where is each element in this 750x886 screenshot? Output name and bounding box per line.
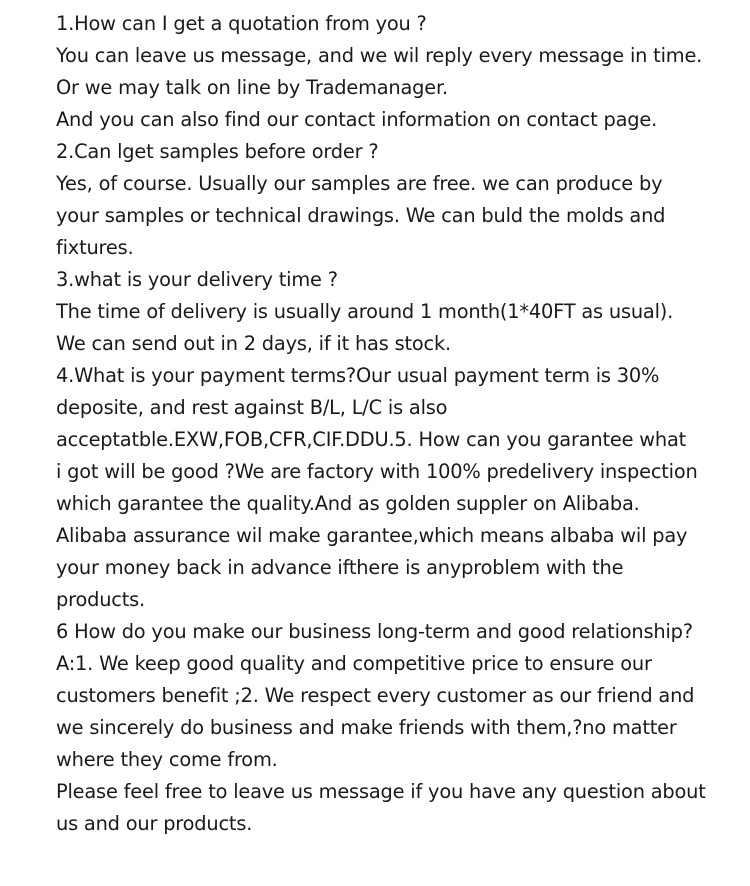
faq-text-block xyxy=(56,8,750,840)
faq-answer-line: i got will be good ?We are factory with 100% predelivery inspection xyxy=(56,460,698,483)
faq-answer-line: You can leave us message, and we wil reply every message in time. xyxy=(56,44,703,67)
faq-answer-line: Or we may talk on line by Trademanager. xyxy=(56,76,448,99)
faq-answer-line: which garantee the quality.And as golden suppler on Alibaba. xyxy=(56,492,640,515)
faq-question-4: 4.What is your payment terms?Our usual payment term is 30% xyxy=(56,364,660,387)
faq-answer-line: We can send out in 2 days, if it has stock. xyxy=(56,332,451,355)
faq-question-3: 3.what is your delivery time ? xyxy=(56,268,338,291)
faq-answer-line: products. xyxy=(56,588,145,611)
faq-question-1: 1.How can I get a quotation from you ? xyxy=(56,12,427,35)
faq-answer-line: And you can also find our contact information on contact page. xyxy=(56,108,658,131)
faq-answer-line: we sincerely do business and make friends with them,?no matter xyxy=(56,716,677,739)
faq-answer-line: The time of delivery is usually around 1 month(1*40FT as usual). xyxy=(56,300,674,323)
faq-answer-line: Yes, of course. Usually our samples are free. we can produce by xyxy=(56,172,663,195)
faq-answer-line: your samples or technical drawings. We can buld the molds and xyxy=(56,204,666,227)
faq-answer-line: Alibaba assurance wil make garantee,which means albaba wil pay xyxy=(56,524,688,547)
faq-question-6: 6 How do you make our business long-term and good relationship? xyxy=(56,620,693,643)
faq-question-5: acceptatble.EXW,FOB,CFR,CIF.DDU.5. How can you garantee what xyxy=(56,428,687,451)
faq-question-2: 2.Can lget samples before order ? xyxy=(56,140,379,163)
faq-answer-line: customers benefit ;2. We respect every customer as our friend and xyxy=(56,684,695,707)
faq-answer-line: fixtures. xyxy=(56,236,134,259)
faq-answer-line: your money back in advance ifthere is anyproblem with the xyxy=(56,556,624,579)
faq-answer-line: deposite, and rest against B/L, L/C is also xyxy=(56,396,448,419)
closing-note-line: us and our products. xyxy=(56,812,253,835)
faq-answer-line: where they come from. xyxy=(56,748,278,771)
closing-note-line: Please feel free to leave us message if you have any question about xyxy=(56,780,706,803)
faq-answer-line: A:1. We keep good quality and competitive price to ensure our xyxy=(56,652,652,675)
